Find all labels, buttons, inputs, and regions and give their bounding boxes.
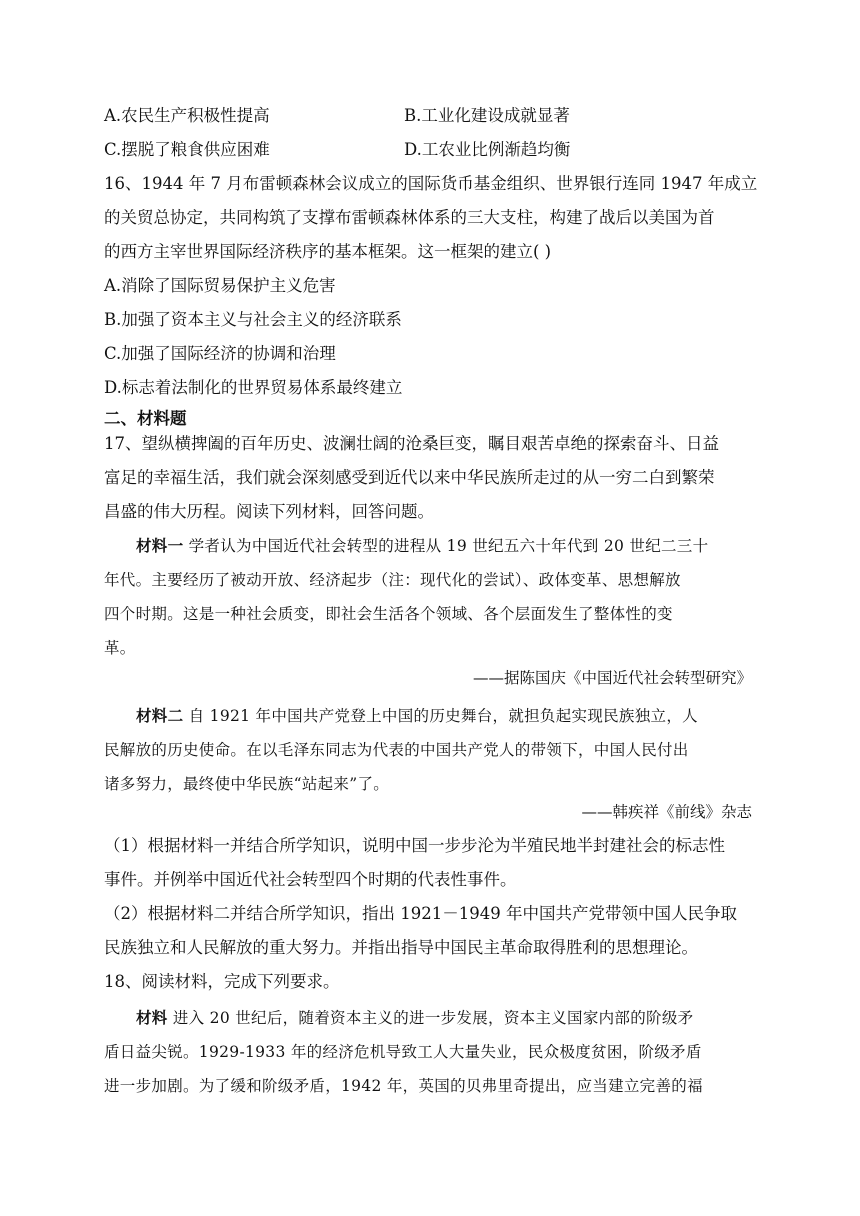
q15-option-b[interactable]: B.工业化建设成就显著	[404, 106, 570, 125]
section-heading-materials: 二、材料题	[104, 409, 187, 428]
q17-material2-source: ——韩疾祥《前线》杂志	[581, 803, 752, 821]
q18-material-line: 进一步加剧。为了缓和阶级矛盾，1942 年，英国的贝弗里奇提出，应当建立完善的福	[104, 1077, 703, 1095]
material1-text: 学者认为中国近代社会转型的进程从 19 世纪五六十年代到 20 世纪二三十	[183, 537, 709, 555]
material1-label: 材料一	[136, 537, 184, 555]
q15-option-d[interactable]: D.工农业比例渐趋均衡	[404, 140, 571, 159]
q16-option-c[interactable]: C.加强了国际经济的协调和治理	[104, 344, 336, 363]
q18-intro: 18、阅读材料，完成下列要求。	[104, 972, 340, 991]
q17-subquestion-2-line: 民族独立和人民解放的重大努力。并指出指导中国民主革命取得胜利的思想理论。	[104, 938, 698, 957]
q17-material1-line: 年代。主要经历了被动开放、经济起步（注：现代化的尝试）、政体变革、思想解放	[104, 571, 681, 589]
q17-material1-source: ——据陈国庆《中国近代社会转型研究》	[472, 669, 752, 687]
q15-option-a[interactable]: A.农民生产积极性提高	[104, 106, 270, 125]
q18-material-text: 进入 20 世纪后，随着资本主义的进一步发展，资本主义国家内部的阶级矛	[167, 1009, 694, 1027]
q15-option-c[interactable]: C.摆脱了粮食供应困难	[104, 140, 270, 159]
q17-material1-line: 革。	[104, 639, 136, 657]
q18-material-first-line	[136, 1006, 764, 1030]
material2-label: 材料二	[136, 707, 184, 725]
q17-subquestion-2-line: （2）根据材料二并结合所学知识，指出 1921－1949 年中国共产党带领中国人民争取	[104, 904, 737, 923]
q17-subquestion-1-line: （1）根据材料一并结合所学知识，说明中国一步步沦为半殖民地半封建社会的标志性	[104, 836, 725, 855]
q17-material1-line: 四个时期。这是一种社会质变，即社会生活各个领域、各个层面发生了整体性的变	[104, 605, 673, 623]
q17-intro-line: 17、望纵横捭阖的百年历史、波澜壮阔的沧桑巨变，瞩目艰苦卓绝的探索奋斗、日益	[104, 434, 719, 453]
material2-text: 自 1921 年中国共产党登上中国的历史舞台，就担负起实现民族独立，人	[183, 707, 698, 725]
q16-stem-line: 的关贸总协定，共同构筑了支撑布雷顿森林体系的三大支柱，构建了战后以美国为首	[104, 208, 715, 227]
q17-intro-line: 昌盛的伟大历程。阅读下列材料，回答问题。	[104, 502, 434, 521]
q17-intro-line: 富足的幸福生活，我们就会深刻感受到近代以来中华民族所走过的从一穷二白到繁荣	[104, 468, 715, 487]
q16-option-b[interactable]: B.加强了资本主义与社会主义的经济联系	[104, 310, 402, 329]
q16-stem-line: 16、1944 年 7 月布雷顿森林会议成立的国际货币基金组织、世界银行连同 1947 年成立	[104, 174, 758, 193]
q17-material2-first-line	[136, 704, 764, 728]
q16-option-a[interactable]: A.消除了国际贸易保护主义危害	[104, 276, 336, 295]
q18-material-label: 材料	[136, 1009, 168, 1027]
q16-option-d[interactable]: D.标志着法制化的世界贸易体系最终建立	[104, 378, 403, 397]
q17-subquestion-1-line: 事件。并例举中国近代社会转型四个时期的代表性事件。	[104, 870, 517, 889]
q18-material-line: 盾日益尖锐。1929-1933 年的经济危机导致工人大量失业，民众极度贫困，阶级矛盾	[104, 1043, 702, 1061]
q16-stem-line: 的西方主宰世界国际经济秩序的基本框架。这一框架的建立( )	[104, 242, 552, 261]
q17-material2-line: 诸多努力，最终使中华民族“站起来”了。	[104, 775, 390, 793]
q17-material2-line: 民解放的历史使命。在以毛泽东同志为代表的中国共产党人的带领下，中国人民付出	[104, 741, 689, 759]
q17-material1-first-line	[136, 534, 764, 558]
